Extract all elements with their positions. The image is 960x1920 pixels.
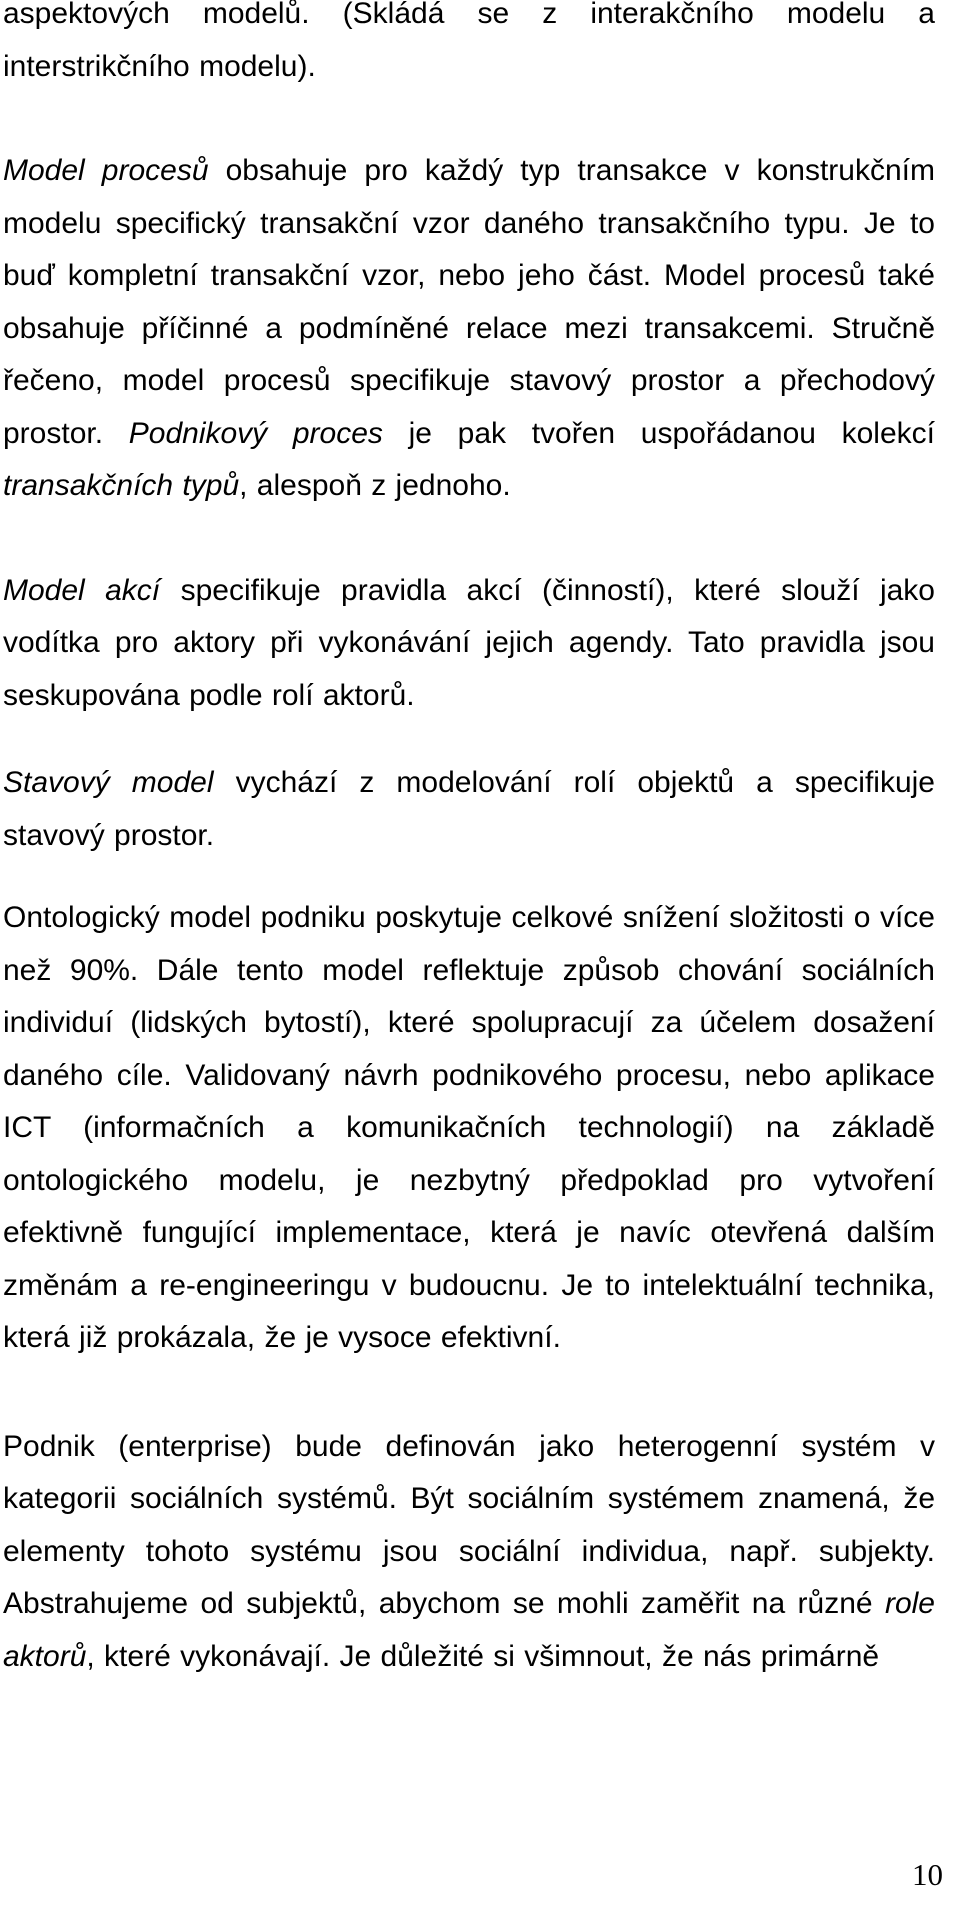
italic-term: role aktorů <box>3 1587 935 1673</box>
italic-term: transakčních typů <box>3 469 240 502</box>
italic-term: Model akcí <box>3 573 161 607</box>
text-run: Podnik (enterprise) bude definován jako heterogenní systém v kategorii sociálních systémů. Být sociálním systémem znamená, že elementy tohoto systému jsou sociální individua, např. subjekty. Abstrahujeme od subjektů, abychom se mohli zaměřit na různé <box>3 1429 935 1620</box>
text-run: Ontologický model podniku poskytuje celkové snížení složitosti o více než 90%. Dále tento model reflektuje způsob chování sociálních individuí (lidských bytostí), které spolupracují za účelem dosažení daného cíle. Validovaný návrh podnikového procesu, nebo aplikace ICT (informačních a komunikačních technologií) na základě ontologického modelu, je nezbytný předpoklad pro vytvoření efektivně fungující implementace, která je navíc otevřená dalším změnám a re-engineeringu v budoucnu. Je to intelektuální technika, která již prokázala, že je vysoce efektivní. <box>3 901 935 1354</box>
text-run: vychází z modelování rolí objektů a specifikuje stavový prostor. <box>3 766 935 852</box>
italic-term: Stavový model <box>3 766 214 799</box>
italic-term: Model procesů <box>3 154 209 187</box>
text-run: je pak tvořen uspořádanou kolekcí <box>382 416 935 450</box>
text-run: obsahuje pro každý typ transakce v konstrukčním modelu specifický transakční vzor daného transakčního typu. Je to buď kompletní transakční vzor, nebo jeho část. Model procesů také obsahuje příčinné a podmíněné relace mezi transakcemi. Stručně řečeno, model procesů specifikuje stavový prostor a přechodový prostor. <box>3 154 935 450</box>
paragraph-process-model <box>3 145 935 513</box>
text-run: , které vykonávají. Je důležité si všimnout, že nás primárně <box>86 1639 880 1673</box>
paragraph-state-model <box>3 757 935 862</box>
text-run: aspektových modelů. (Skládá se z interakčního modelu a interstrikčního modelu). <box>3 0 935 83</box>
paragraph-aspect-models <box>3 0 935 93</box>
text-run: specifikuje pravidla akcí (činností), které slouží jako vodítka pro aktory při vykonávání jejich agendy. Tato pravidla jsou seskupována podle rolí aktorů. <box>3 573 935 712</box>
page-number: 10 <box>912 1857 943 1892</box>
italic-term: Podnikový proces <box>128 416 383 450</box>
text-run: , alespoň z jednoho. <box>239 469 511 502</box>
paragraph-action-model <box>3 565 935 723</box>
document-page <box>3 0 935 1683</box>
paragraph-ontological-model <box>3 892 935 1365</box>
paragraph-enterprise-definition <box>3 1421 935 1684</box>
